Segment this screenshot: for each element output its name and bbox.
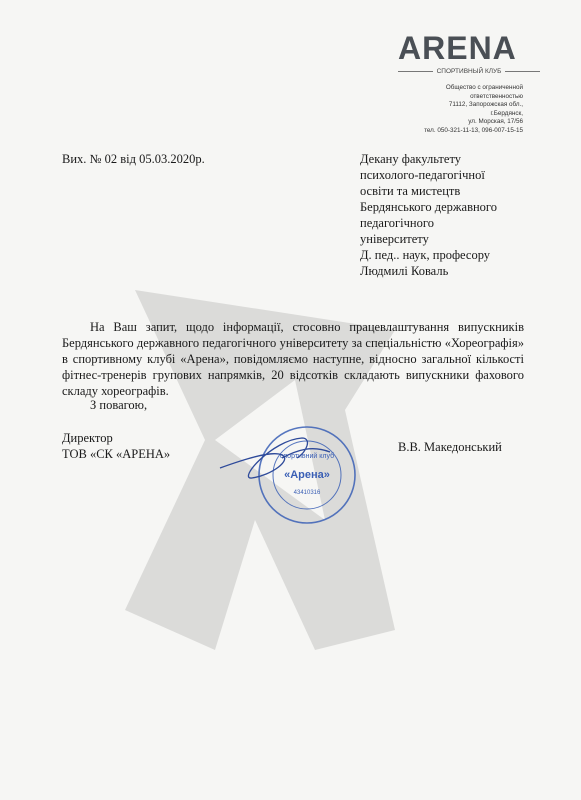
- letter-body: На Ваш запит, щодо інформації, стосовно працевлаштування випускників Бердянського державного педагогічного університету за спеціальністю «Хореографія» в спортивному клубі «Арена», повідомляємо наступне, відносно загальної кількості фітнес-тренерів групових напрямків, 20 відсотків складають випускники фахового складу хореографів.: [62, 320, 524, 398]
- logo-rule-left: [398, 71, 433, 72]
- addressee-line: Д. пед.. наук, професору: [360, 248, 491, 262]
- company-info: [398, 84, 523, 136]
- addressee-line: Людмилі Коваль: [360, 264, 449, 278]
- addressee-line: психолого-педагогічної: [360, 168, 485, 182]
- company-info-line: тел. 050-321-11-13, 096-007-15-15: [424, 126, 523, 134]
- signatory-block: [62, 430, 170, 462]
- company-info-line: г.Бердянск,: [490, 109, 523, 117]
- company-info-line: 71112, Запорожская обл.,: [448, 101, 523, 109]
- addressee-line: університету: [360, 232, 429, 246]
- closing-phrase: З повагою,: [90, 398, 148, 412]
- logo-subtitle: СПОРТИВНЫЙ КЛУБ: [436, 68, 502, 75]
- outgoing-reference: Вих. № 02 від 05.03.2020р.: [62, 152, 205, 166]
- stamp-center-text: «Арена»: [284, 469, 330, 481]
- logo-rule-right: [505, 71, 540, 72]
- addressee-block: [360, 151, 560, 279]
- logo-subtitle-row: [398, 68, 540, 75]
- stamp-code: 43410316: [293, 490, 321, 496]
- signatory-position: Директор: [62, 431, 113, 445]
- signatory-organization: ТОВ «СК «АРЕНА»: [62, 447, 171, 461]
- signatory-name: В.В. Македонський: [398, 440, 502, 454]
- addressee-line: освіти та мистецтв: [360, 184, 461, 198]
- arena-logo: [398, 32, 540, 75]
- company-stamp: [212, 420, 362, 530]
- stamp-arc-text: спортивний клуб: [279, 453, 335, 460]
- addressee-line: Бердянського державного: [360, 200, 497, 214]
- company-info-line: Общество с ограниченной: [445, 84, 523, 91]
- addressee-line: Декану факультету: [360, 152, 461, 166]
- addressee-line: педагогічного: [360, 216, 434, 230]
- company-info-line: ул. Морская, 17/56: [468, 118, 523, 126]
- logo-wordmark: ARENA: [398, 30, 517, 66]
- company-info-line: ответственностью: [470, 92, 523, 100]
